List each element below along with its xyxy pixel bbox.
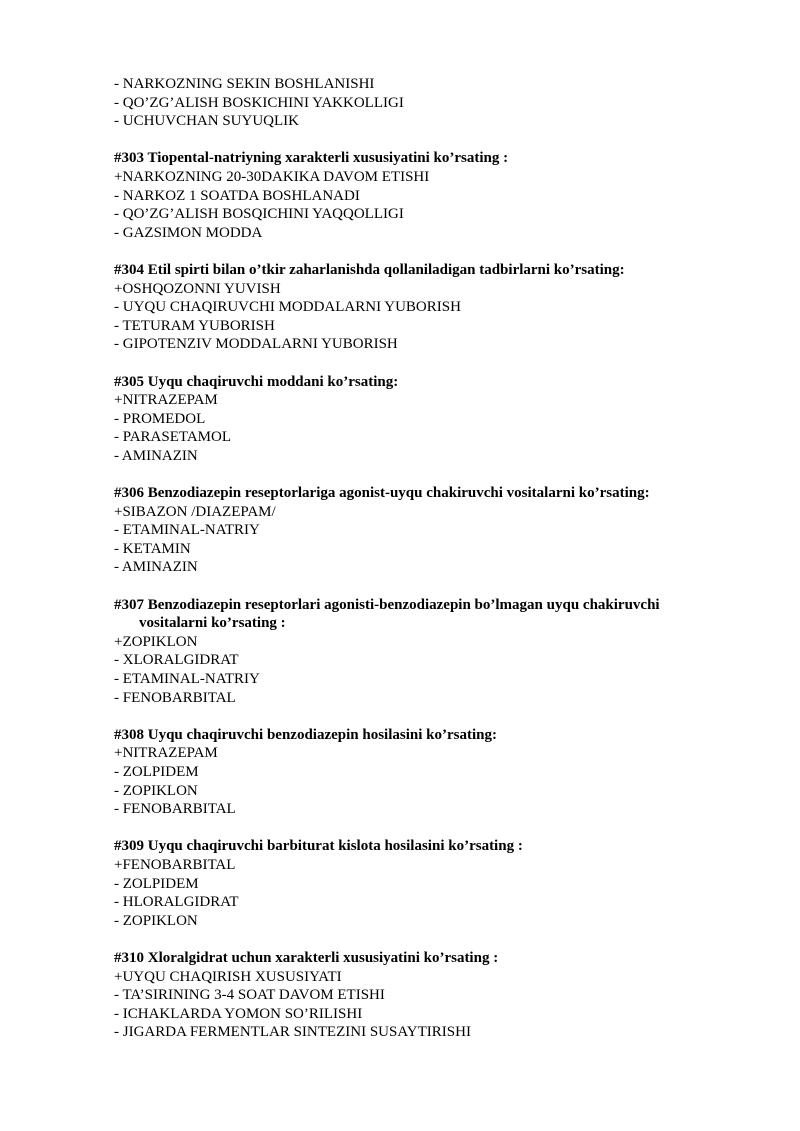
option-line: - TETURAM YUBORISH (114, 317, 275, 334)
correct-option: +FENOBARBITAL (114, 856, 236, 873)
option-line: - ICHAKLARDA YOMON SO’RILISHI (114, 1005, 363, 1022)
spacer (114, 131, 714, 150)
question-text: #308 Uyqu chaqiruvchi benzodiazepin hosilasini ko’rsating: (114, 726, 497, 743)
option-line: - ETAMINAL-NATRIY (114, 522, 260, 539)
question-text: #307 Benzodiazepin reseptorlari agonisti-benzodiazepin bo’lmagan uyqu chakiruvchi (114, 596, 660, 613)
spacer (114, 242, 714, 261)
option-line: - QO’ZG’ALISH BOSKICHINI YAKKOLLIGI (114, 94, 404, 111)
spacer (114, 577, 714, 596)
question-text-continuation: vositalarni ko’rsating : (139, 615, 286, 632)
option-line: - ZOPIKLON (114, 912, 198, 929)
option-line: - UYQU CHAQIRUVCHI MODDALARNI YUBORISH (114, 299, 461, 316)
option-line: - GIPOTENZIV MODDALARNI YUBORISH (114, 336, 398, 353)
question-text: #305 Uyqu chaqiruvchi moddani ko’rsating: (114, 373, 399, 390)
spacer (114, 930, 714, 949)
spacer (114, 819, 714, 838)
question-304-title (114, 261, 714, 280)
option-line: - GAZSIMON MODDA (114, 224, 263, 241)
option-line: - NARKOZ 1 SOATDA BOSHLANADI (114, 187, 360, 204)
question-text: #304 Etil spirti bilan o’tkir zaharlanishda qollaniladigan tadbirlarni ko’rsating: (114, 261, 625, 278)
option-line: - ZOLPIDEM (114, 875, 199, 892)
correct-option: +NITRAZEPAM (114, 392, 218, 409)
option-line: - ETAMINAL-NATRIY (114, 671, 260, 687)
option-line: - FENOBARBITAL (114, 689, 236, 706)
spacer (114, 707, 714, 726)
option-line: - ZOLPIDEM (114, 763, 199, 780)
option-line: - AMINAZIN (114, 447, 198, 464)
question-text: #303 Tiopental-natriyning xarakterli xususiyatini ko’rsating : (114, 150, 509, 167)
question-305-title (114, 373, 714, 392)
correct-option: +NITRAZEPAM (114, 745, 218, 762)
option-line: - TA’SIRINING 3-4 SOAT DAVOM ETISHI (114, 987, 385, 1004)
question-text: #309 Uyqu chaqiruvchi barbiturat kislota hosilasini ko’rsating : (114, 838, 523, 855)
option-line: - QO’ZG’ALISH BOSQICHINI YAQQOLLIGI (114, 206, 404, 223)
option-line: - FENOBARBITAL (114, 801, 236, 818)
question-text: #306 Benzodiazepin reseptorlariga agonist-uyqu chakiruvchi vositalarni ko’rsating: (114, 485, 650, 502)
correct-option: +NARKOZNING 20-30DAKIKA DAVOM ETISHI (114, 168, 430, 185)
correct-option: +UYQU CHAQIRISH XUSUSIYATI (114, 968, 342, 985)
question-text: #310 Xloralgidrat uchun xarakterli xususiyatini ko’rsating : (114, 949, 499, 966)
spacer (114, 465, 714, 484)
correct-option: +SIBAZON /DIAZEPAM/ (114, 503, 276, 520)
question-307-title (114, 596, 714, 633)
option-line: - UCHUVCHAN SUYUQLIK (114, 113, 299, 130)
question-303-title (114, 149, 714, 168)
option-line: - AMINAZIN (114, 559, 198, 576)
option-line: - ZOPIKLON (114, 782, 198, 799)
correct-option: +ZOPIKLON (114, 633, 198, 650)
correct-option: +OSHQOZONNI YUVISH (114, 280, 281, 297)
question-308-title (114, 726, 714, 745)
option-line: - HLORALGIDRAT (114, 894, 239, 911)
question-309-title (114, 837, 714, 856)
option-line: - PROMEDOL (114, 410, 206, 427)
question-310-title (114, 949, 714, 968)
option-line: - KETAMIN (114, 540, 191, 557)
option-line: - NARKOZNING SEKIN BOSHLANISHI (114, 76, 375, 92)
document-page (114, 75, 714, 1042)
option-line: - XLORALGIDRAT (114, 652, 239, 669)
option-line: - JIGARDA FERMENTLAR SINTEZINI SUSAYTIRISHI (114, 1024, 471, 1041)
question-306-title (114, 484, 714, 503)
option-line: - PARASETAMOL (114, 429, 232, 446)
spacer (114, 354, 714, 373)
